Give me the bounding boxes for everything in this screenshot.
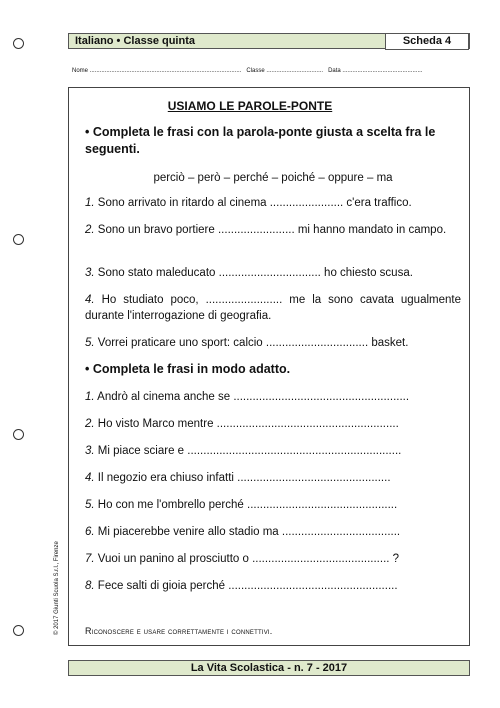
copyright-credit: © 2017 Giunti Scuola S.r.l., Firenze [54, 541, 60, 635]
exercise2-item: 2. Ho visto Marco mentre ......................................................... [85, 418, 399, 430]
class-field: Classe .................................. [246, 68, 324, 74]
exercise2-item: 3. Mi piace sciare e ................................................................... [85, 445, 402, 457]
exercise2-item: 7. Vuoi un panino al prosciutto o ........................................... ? [85, 553, 400, 565]
exercise1-item: 1. Sono arrivato in ritardo al cinema ....................... c'era traffico. [85, 197, 412, 209]
exercise2-item: 1. Andrò al cinema anche se ....................................................... [85, 391, 410, 403]
exercise2-item: 8. Fece salti di gioia perché ..................................................... [85, 580, 398, 592]
binder-hole [13, 429, 24, 440]
word-list: perciò – però – perché – poiché – oppure – ma [153, 172, 393, 184]
worksheet-title: USIAMO LE PAROLE-PONTE [167, 99, 333, 113]
exercise2-instruction: • Completa le frasi in modo adatto. [85, 362, 291, 376]
exercise2-item: 5. Ho con me l'ombrello perché ............................................... [85, 499, 398, 511]
exercise1-item: 3. Sono stato maleducato ................................ ho chiesto scusa. [85, 267, 413, 279]
exercise1-item: 4. Ho studiato poco, ........................ me la sono cavata ugualmente durante l'interrogazione di geografia. [85, 294, 461, 322]
exercise1-item: 5. Vorrei praticare uno sport: calcio ................................ basket. [85, 337, 409, 349]
exercise1-item: 2. Sono un bravo portiere ........................ mi hanno mandato in campo. [85, 224, 447, 236]
exercise2-item: 6. Mi piacerebbe venire allo stadio ma ..................................... [85, 526, 401, 538]
student-fields [72, 68, 472, 74]
subject-label: Italiano • Classe quinta [75, 35, 195, 47]
learning-goal: Riconoscere e usare correttamente i connettivi. [85, 626, 273, 636]
date-field: Data ................................................ [328, 68, 423, 74]
exercise2-item: 4. Il negozio era chiuso infatti ................................................ [85, 472, 391, 484]
binder-hole [13, 234, 24, 245]
exercise1-instruction: • Completa le frasi con la parola-ponte giusta a scelta fra le seguenti. [85, 125, 436, 156]
sheet-tab: Scheda 4 [385, 33, 469, 50]
binder-hole [13, 38, 24, 49]
page-header [68, 33, 470, 49]
name-field: Nome ........................................................................................... [72, 68, 242, 74]
binder-hole [13, 625, 24, 636]
page-footer: La Vita Scolastica - n. 7 - 2017 [68, 660, 470, 676]
